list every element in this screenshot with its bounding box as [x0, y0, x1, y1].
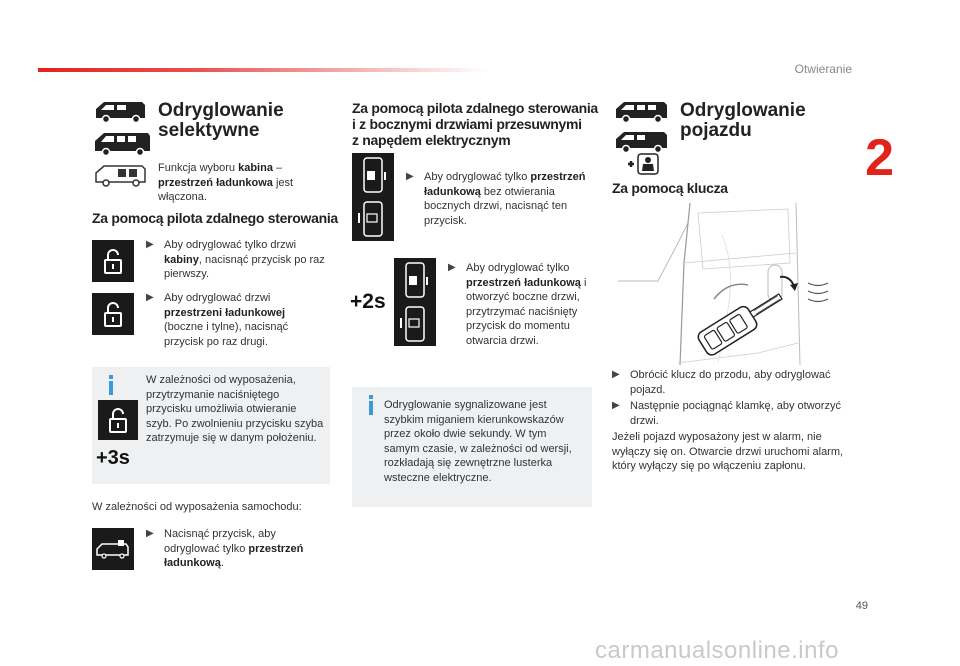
col2-heading: Za pomocą pilota zdalnego sterowania i z bocznymi drzwiami przesuwnymi z napędem elektrycznym [352, 100, 598, 148]
info-icon [364, 395, 378, 415]
header-accent-rule [38, 68, 488, 72]
col2-bullet-cargo-open: ▶ Aby odryglować tylko przestrzeń ładunkową i otworzyć boczne drzwi, przytrzymać naciśnięty przycisk do momentu otwarcia drzwi. [448, 262, 587, 347]
key-in-door-lock-illustration [618, 203, 858, 365]
col1-note-text: W zależności od wyposażenia, przytrzymanie naciśniętego przycisku umożliwia otwieranie szyb. Po zwolnieniu przycisku szyba zatrzymuje się w danym położeniu. [146, 374, 324, 444]
col1-bullet-cargo-only: ▶ Nacisnąć przycisk, aby odryglować tylko przestrzeń ładunkową. [146, 528, 304, 569]
van-long-icon [92, 130, 152, 156]
van-short-icon [92, 99, 148, 123]
col1-function-text: Funkcja wyboru kabina – przestrzeń ładunkowa jest włączona. [158, 162, 294, 203]
col1-bullet-cab: ▶ Aby odryglować tylko drzwi kabiny, nacisnąć przycisk po raz pierwszy. [146, 239, 325, 280]
cab-cargo-selector-icon [92, 163, 148, 187]
col2-info-note [352, 387, 592, 507]
section-label: Otwieranie [794, 62, 852, 76]
sliding-door-open-buttons-icon [394, 258, 436, 346]
col2-bullet-cargo: ▶ Aby odryglować tylko przestrzeń ładunkową bez otwierania bocznych drzwi, nacisnąć ten przycisk. [406, 171, 586, 227]
info-icon [104, 375, 118, 395]
col1-bullet-cargo: ▶ Aby odryglować drzwi przestrzeni ładunkowej (boczne i tylne), nacisnąć przycisk po raz drugi. [146, 292, 289, 348]
col3-title: Odryglowanie pojazdu [680, 100, 806, 141]
bullet-marker-icon: ▶ [448, 262, 456, 273]
col2-note-text: Odryglowanie sygnalizowane jest szybkim miganiem kierunkowskazów przez około dwie sekundy. W tym samym czasie, w zależności od wersji, rozkładają się zewnętrzne lusterka wsteczne elektryczne. [384, 399, 572, 484]
watermark-text: carmanualsonline.info [595, 637, 839, 664]
key-unlock-button-icon [98, 400, 138, 440]
bullet-marker-icon: ▶ [612, 400, 620, 411]
bullet-marker-icon: ▶ [146, 528, 154, 539]
col3-bullet-pull-handle: ▶ Następnie pociągnąć klamkę, aby otworzyć drzwi. [612, 400, 841, 427]
col3-bullet-turn-key: ▶ Obrócić klucz do przodu, aby odryglować pojazd. [612, 369, 831, 396]
hold-2s-badge: +2s [350, 290, 386, 313]
sliding-door-buttons-icon [352, 153, 394, 241]
bullet-marker-icon: ▶ [612, 369, 620, 380]
hold-3s-badge: +3s [96, 447, 130, 469]
col1-equip-text: W zależności od wyposażenia samochodu: [92, 501, 302, 513]
col1-title: Odryglowanie selektywne [158, 100, 284, 141]
van-long-icon [612, 129, 670, 153]
col3-subheading: Za pomocą klucza [612, 180, 728, 196]
van-short-icon [612, 99, 670, 123]
col1-subheading: Za pomocą pilota zdalnego sterowania [92, 210, 338, 226]
cargo-unlock-button-icon [92, 528, 134, 570]
bullet-marker-icon: ▶ [146, 239, 154, 250]
col3-alarm-text: Jeżeli pojazd wyposażony jest w alarm, nie wyłączy się on. Otwarcie drzwi uruchomi alarm, który wyłączy się po włączeniu zapłonu. [612, 431, 844, 472]
bullet-marker-icon: ▶ [146, 292, 154, 303]
col1-info-note [92, 367, 330, 484]
passenger-seat-icon [626, 152, 660, 176]
key-unlock-button-icon [92, 293, 134, 335]
chapter-number: 2 [865, 129, 894, 187]
key-unlock-button-icon [92, 240, 134, 282]
page-number: 49 [855, 600, 868, 612]
bullet-marker-icon: ▶ [406, 171, 414, 182]
